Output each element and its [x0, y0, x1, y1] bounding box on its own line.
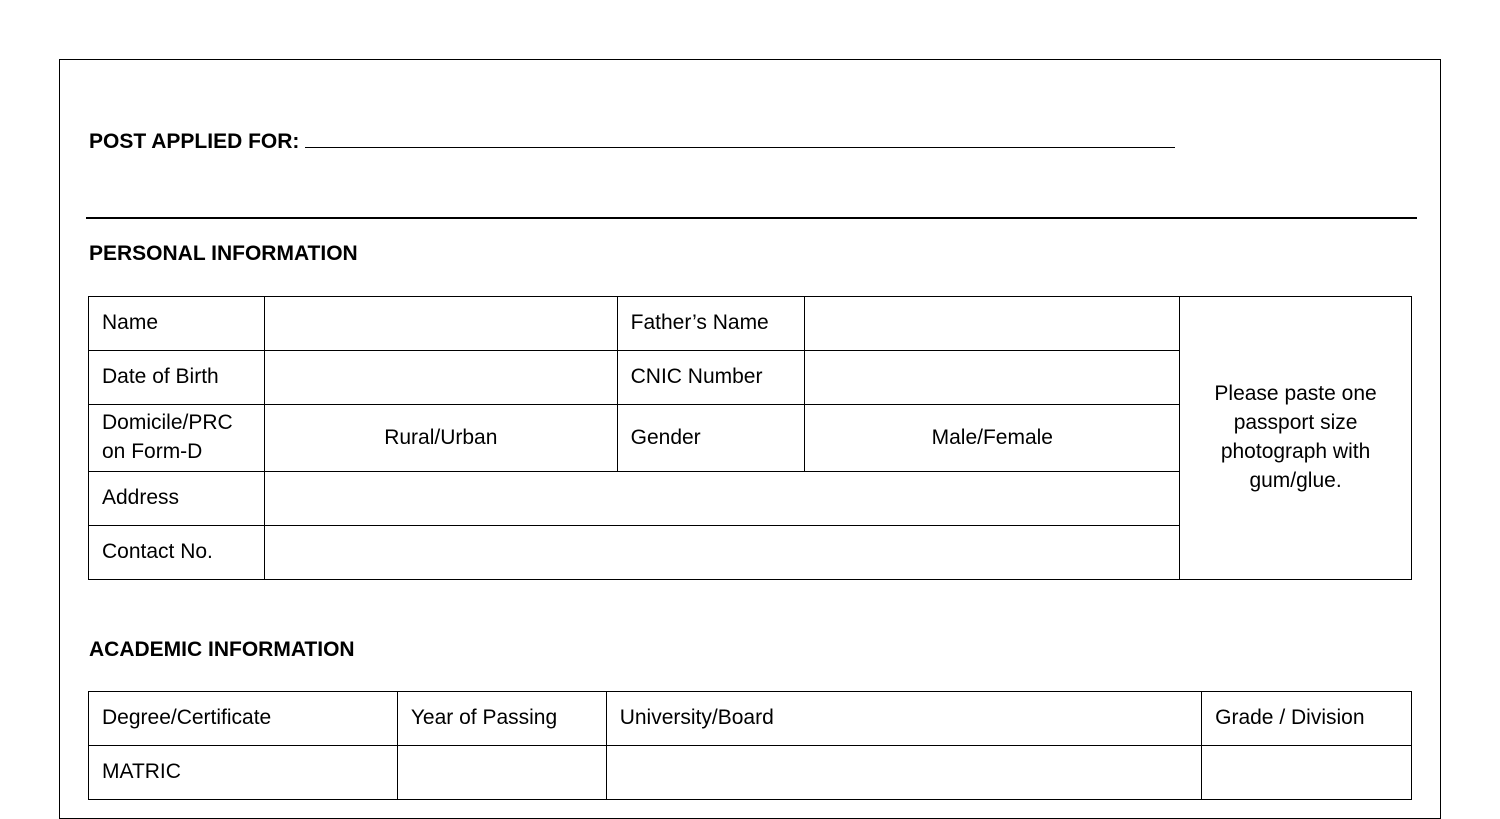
domicile-label-line2: on Form-D: [102, 440, 203, 463]
father-name-field[interactable]: [805, 297, 1180, 351]
post-applied-for: [89, 128, 1175, 154]
name-field[interactable]: [264, 297, 617, 351]
header-university: University/Board: [606, 692, 1201, 746]
university-cell[interactable]: [606, 746, 1201, 800]
section-divider: [86, 217, 1417, 219]
father-name-label: Father’s Name: [617, 297, 805, 351]
personal-info-title: PERSONAL INFORMATION: [89, 242, 358, 265]
address-label: Address: [89, 472, 265, 526]
photo-instruction-1: Please paste one: [1214, 382, 1377, 406]
domicile-label-line1: Domicile/PRC: [102, 411, 233, 435]
dob-label: Date of Birth: [89, 351, 265, 405]
dob-field[interactable]: [264, 351, 617, 405]
row-name: [89, 297, 1412, 351]
academic-info-title: ACADEMIC INFORMATION: [89, 638, 355, 661]
photo-instruction-4: gum/glue.: [1249, 468, 1342, 492]
photo-box[interactable]: [1180, 297, 1412, 580]
degree-cell: MATRIC: [89, 746, 398, 800]
contact-label: Contact No.: [89, 526, 265, 580]
header-year: Year of Passing: [397, 692, 606, 746]
contact-field[interactable]: [264, 526, 1179, 580]
post-applied-blank[interactable]: [305, 128, 1175, 148]
address-field[interactable]: [264, 472, 1179, 526]
cnic-field[interactable]: [805, 351, 1180, 405]
header-grade: Grade / Division: [1202, 692, 1412, 746]
table-row: [89, 746, 1412, 800]
domicile-field[interactable]: Rural/Urban: [264, 405, 617, 472]
post-applied-label: POST APPLIED FOR:: [89, 130, 300, 153]
photo-instruction-2: passport size: [1233, 411, 1358, 435]
gender-label: Gender: [617, 405, 805, 472]
academic-info-table: [88, 691, 1412, 800]
academic-header-row: [89, 692, 1412, 746]
grade-cell[interactable]: [1202, 746, 1412, 800]
name-label: Name: [89, 297, 265, 351]
header-degree: Degree/Certificate: [89, 692, 398, 746]
domicile-label: [89, 405, 265, 472]
year-cell[interactable]: [397, 746, 606, 800]
photo-instruction-3: photograph with: [1220, 440, 1371, 463]
personal-info-table: [88, 296, 1412, 580]
gender-field[interactable]: Male/Female: [805, 405, 1180, 472]
cnic-label: CNIC Number: [617, 351, 805, 405]
